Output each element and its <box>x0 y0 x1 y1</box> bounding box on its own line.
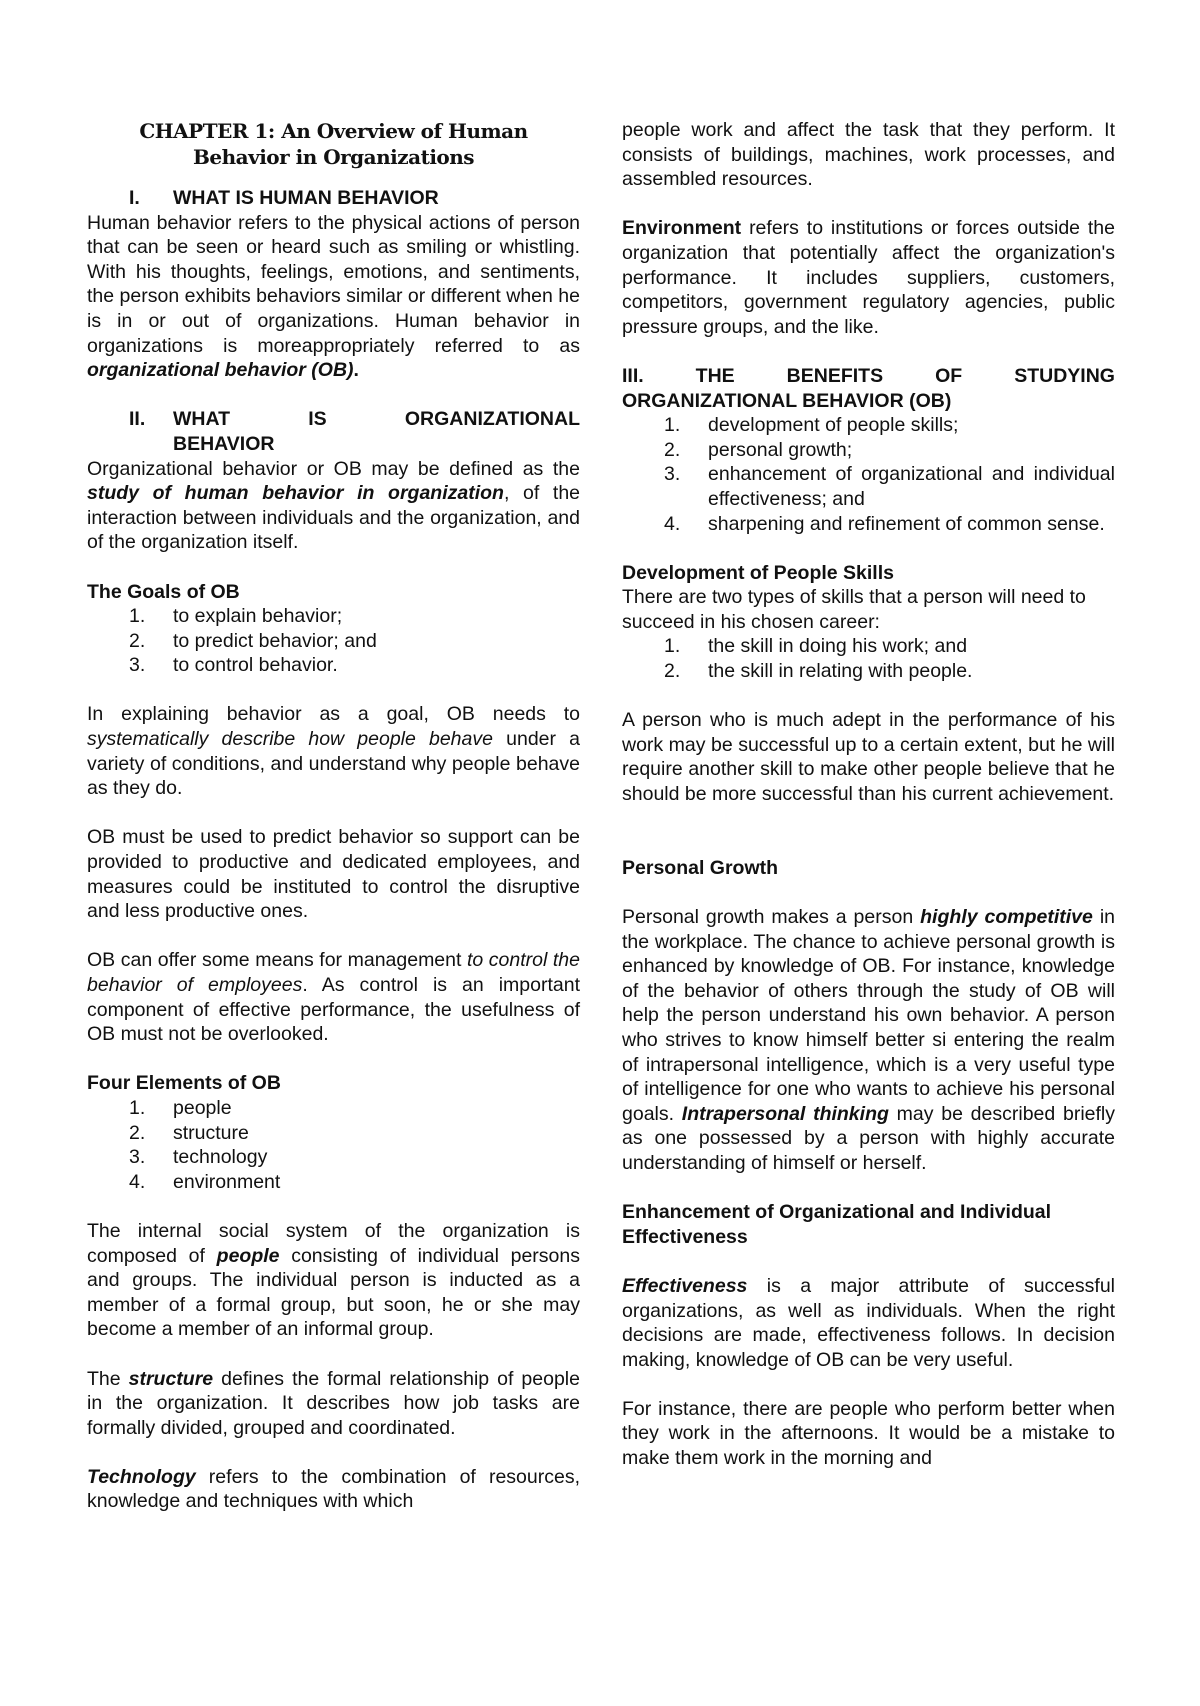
section-2-text-a: Organizational behavior or OB may be defined as the <box>87 457 580 480</box>
environment-paragraph: Environment refers to institutions or forces outside the organization that potentially affect the organization's performance. It includes suppliers, customers, competitors, government regulatory agencies, public pressure groups, and the like. <box>622 217 1115 338</box>
technology-emphasis: Technology <box>87 1465 196 1488</box>
effectiveness-emphasis: Effectiveness <box>622 1274 748 1297</box>
predict-paragraph: OB must be used to predict behavior so support can be provided to productive and dedicated employees, and measures could be instituted to control the disruptive and less productive ones. <box>87 826 580 923</box>
section-3-word-3: BENEFITS <box>786 364 884 387</box>
list-item: 1. people <box>129 1096 232 1119</box>
section-2-body <box>87 457 580 555</box>
list-item: 1. development of people skills; <box>664 414 959 437</box>
technology-paragraph: Technology refers to the combination of resources, knowledge and techniques with which <box>87 1465 580 1513</box>
people-emphasis: people <box>216 1244 280 1267</box>
effectiveness-paragraph: Effectiveness is a major attribute of successful organizations, as well as individuals. When the right decisions are made, effectiveness follows. In decision making, knowledge of OB can be very useful. <box>622 1274 1115 1371</box>
explain-paragraph: In explaining behavior as a goal, OB needs to systematically describe how people behave under a variety of conditions, and understand why people behave as they do. <box>87 703 581 800</box>
growth-paragraph: Personal growth makes a person highly competitive in the workplace. The chance to achieve personal growth is enhanced by knowledge of OB. For instance, knowledge of the behavior of others through the study of OB will help the person understand his own behavior. A person who strives to know himself better si entering the realm of intrapersonal intelligence, which is a very useful type of intelligence for one who wants to achieve his personal goals. Intrapersonal thinking may be described briefly as one possessed by a person with highly accurate understanding of himself or herself. <box>622 906 1115 1174</box>
section-2-word-2: IS <box>308 408 327 431</box>
structure-paragraph: The structure defines the formal relationship of people in the organization. It describes how job tasks are formally divided, grouped and coordinated. <box>87 1367 580 1439</box>
elements-list <box>87 1096 580 1194</box>
section-2-word-1: WHAT <box>173 408 231 431</box>
list-item: 3. enhancement of organizational and individual effectiveness; and <box>664 463 1115 510</box>
section-2-title-line-2: BEHAVIOR <box>173 432 275 455</box>
people-paragraph: The internal social system of the organization is composed of people consisting of individual persons and groups. The individual person is inducted as a member of a formal group, but soon, he or she may become a member of an informal group. <box>87 1219 580 1341</box>
chapter-title-line-2: Behavior in Organizations <box>192 145 475 169</box>
section-1-number: I. <box>129 187 140 209</box>
list-item: 1. the skill in doing his work; and <box>664 635 968 658</box>
technology-continued: people work and affect the task that they perform. It consists of buildings, machines, work processes, and assembled resources. <box>622 119 1115 191</box>
adept-paragraph: A person who is much adept in the performance of his work may be successful up to a certain extent, but he will require another skill to make other people believe that he should be more successful than his current achievement. <box>622 709 1115 806</box>
section-1-title: WHAT IS HUMAN BEHAVIOR <box>173 187 439 209</box>
section-1-text: Human behavior refers to the physical actions of person that can be seen or heard such as smiling or whistling. With his thoughts, feelings, emotions, and sentiments, the person exhibits behaviors similar or different when he is in or out of organizations. Human behavior in organizations is moreappropriately referred to as <box>87 211 580 357</box>
growth-heading: Personal Growth <box>622 856 779 879</box>
section-3-word-5: STUDYING <box>1014 364 1115 387</box>
goals-list <box>87 604 580 678</box>
list-item: 2. personal growth; <box>664 438 853 461</box>
growth-emphasis-1: highly competitive <box>920 906 1093 928</box>
list-item: 2. the skill in relating with people. <box>664 660 973 683</box>
structure-emphasis: structure <box>128 1367 214 1390</box>
benefits-list <box>622 413 1115 536</box>
list-item: 4. sharpening and refinement of common sense. <box>664 512 1105 535</box>
section-2-text-b: , of the interaction between individuals and the organization, and of the organization itself. <box>87 482 581 554</box>
right-column <box>622 118 1115 1471</box>
growth-emphasis-2: Intrapersonal thinking <box>681 1102 889 1125</box>
list-item: 2. to predict behavior; and <box>129 629 377 652</box>
control-paragraph: OB can offer some means for management to control the behavior of employees. As control is an important component of effective performance, the usefulness of OB must not be overlooked. <box>87 949 581 1046</box>
list-item: 1. to explain behavior; <box>129 605 343 628</box>
section-1-emphasis: organizational behavior (OB) <box>87 359 354 382</box>
section-1-period: . <box>353 359 359 382</box>
section-2-heading <box>87 407 580 456</box>
goals-heading: The Goals of OB <box>87 580 240 603</box>
section-3-heading <box>622 364 1115 413</box>
dev-paragraph: There are two types of skills that a person will need to succeed in his chosen career: <box>622 586 1086 633</box>
section-3-word-4: OF <box>935 364 963 387</box>
section-2-number: II. <box>129 408 146 431</box>
section-3-word-2: THE <box>695 364 735 387</box>
left-column <box>87 118 580 1514</box>
control-emphasis: to control the behavior of employees <box>87 949 580 996</box>
section-2-word-3: ORGANIZATIONAL <box>404 408 580 431</box>
list-item: 4. environment <box>129 1170 281 1193</box>
section-2-emphasis: study of human behavior in organization <box>87 482 504 505</box>
chapter-title-line-1: CHAPTER 1: An Overview of Human <box>139 119 528 143</box>
effectiveness-heading: Enhancement of Organizational and Individual Effectiveness <box>622 1201 1052 1248</box>
list-item: 3. technology <box>129 1146 268 1169</box>
elements-heading: Four Elements of OB <box>87 1072 281 1095</box>
dev-heading: Development of People Skills <box>622 561 894 584</box>
section-1-body <box>87 211 580 383</box>
instance-paragraph: For instance, there are people who perform better when they work in the afternoons. It would be a mistake to make them work in the morning and <box>622 1397 1115 1470</box>
section-1-heading <box>87 186 580 211</box>
skills-list <box>622 634 1115 683</box>
explain-emphasis: systematically describe how people behave <box>87 728 493 751</box>
section-3-title-line-2: ORGANIZATIONAL BEHAVIOR (OB) <box>622 389 952 412</box>
section-3-word-1: III. <box>622 364 644 387</box>
environment-emphasis: Environment <box>622 217 742 240</box>
list-item: 3. to control behavior. <box>129 654 338 677</box>
list-item: 2. structure <box>129 1121 249 1144</box>
chapter-title <box>87 118 580 170</box>
